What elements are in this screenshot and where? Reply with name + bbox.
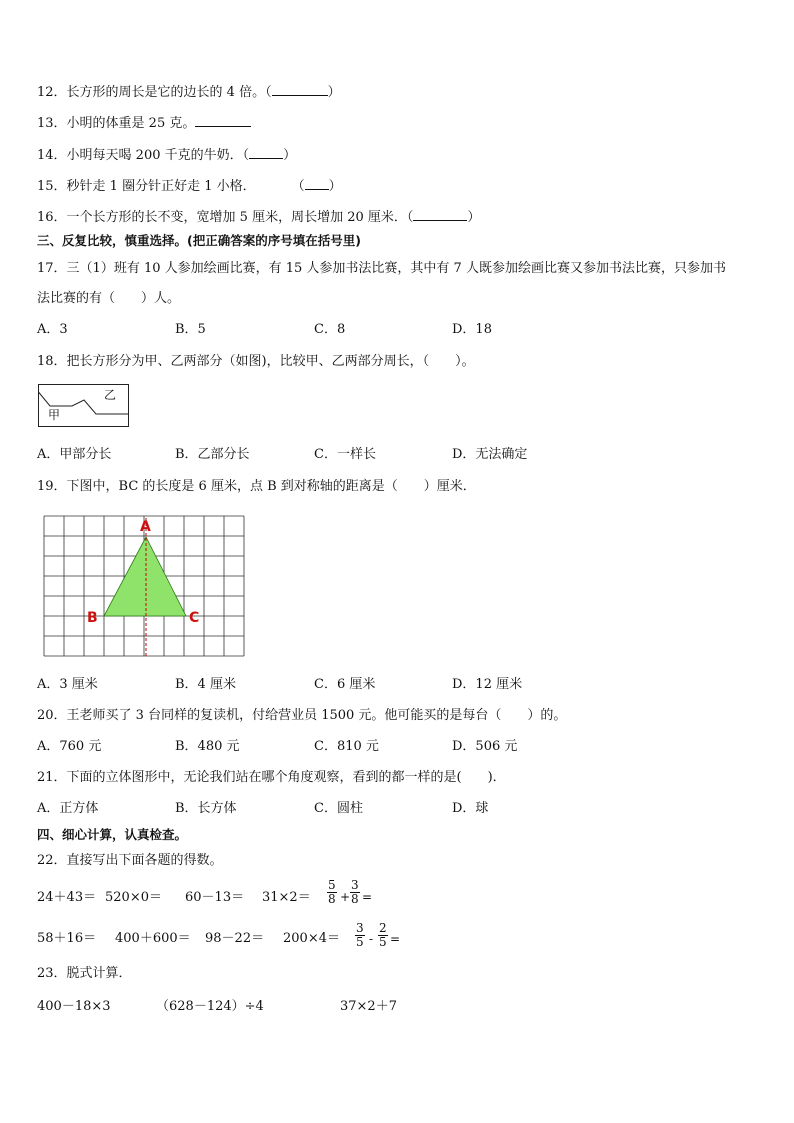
option-a[interactable]: A．正方体 (37, 801, 99, 816)
option-c[interactable]: C．8 (314, 322, 346, 337)
calc-item: （628－124）÷4 (156, 999, 264, 1014)
fraction: $\frac{2}{5}$ (379, 921, 387, 949)
bracket-open: （ (291, 179, 305, 194)
question-22: 22．直接写出下面各题的得数。 (37, 853, 223, 868)
answer-blank[interactable] (413, 208, 467, 221)
calc-item: 60－13＝ (185, 890, 245, 905)
question-23: 23．脱式计算． (37, 966, 132, 981)
question-16-text: 16．一个长方形的长不变，宽增加 5 厘米，周长增加 20 厘米．（ (37, 210, 414, 225)
option-b[interactable]: B．5 (175, 322, 206, 337)
point-c-label: C (189, 610, 200, 626)
calc-item: 200×4＝ (283, 931, 340, 946)
symmetry-grid-figure (38, 510, 252, 660)
green-triangle (104, 537, 186, 616)
question-16 (37, 208, 480, 226)
calc-item: 400－18×3 (37, 999, 111, 1014)
question-15 (37, 177, 342, 195)
operator: + (340, 890, 351, 904)
point-a-label: A (140, 519, 151, 535)
question-12 (37, 83, 341, 101)
equals: = (390, 932, 401, 946)
calc-item: 98－22＝ (205, 931, 265, 946)
bracket-close: ） (328, 179, 342, 194)
calc-item: 58＋16＝ (37, 931, 97, 946)
option-d[interactable]: D．506 元 (452, 739, 518, 754)
bracket-close: ） (467, 210, 481, 225)
bracket-close: ） (283, 148, 297, 163)
question-13 (37, 114, 251, 132)
calc-item: 24＋43＝ (37, 890, 97, 905)
calc-item: 37×2＋7 (340, 999, 397, 1014)
label-jia: 甲 (48, 408, 61, 422)
calc-item: 31×2＝ (262, 890, 311, 905)
bracket-close: ） (327, 85, 341, 100)
question-15-text: 15．秒针走 1 圈分针正好走 1 小格． (37, 179, 256, 194)
question-18: 18．把长方形分为甲、乙两部分（如图)，比较甲、乙两部分周长，（ ）。 (37, 354, 475, 369)
fraction: $\frac{5}{8}$ (328, 878, 336, 906)
option-b[interactable]: B．480 元 (175, 739, 240, 754)
label-yi: 乙 (104, 388, 117, 402)
calc-item: 520×0＝ (105, 890, 162, 905)
option-d[interactable]: D．12 厘米 (452, 677, 523, 692)
option-a[interactable]: A．3 (37, 322, 68, 337)
operator: - (369, 932, 374, 946)
question-13-text: 13．小明的体重是 25 克。 (37, 116, 196, 131)
question-14 (37, 146, 296, 164)
answer-blank[interactable] (272, 83, 328, 96)
equals: = (362, 890, 373, 904)
option-b[interactable]: B．4 厘米 (175, 677, 236, 692)
option-d[interactable]: D．球 (452, 801, 489, 816)
fraction: $\frac{3}{8}$ (351, 878, 359, 906)
section-4-heading: 四、细心计算，认真检查。 (37, 827, 188, 842)
option-d[interactable]: D．18 (452, 322, 492, 337)
option-c[interactable]: C．810 元 (314, 739, 379, 754)
option-a[interactable]: A．760 元 (37, 739, 102, 754)
question-21: 21．下面的立体图形中，无论我们站在哪个角度观察，看到的都一样的是( )． (37, 770, 506, 785)
answer-blank[interactable] (195, 114, 251, 127)
option-c[interactable]: C．6 厘米 (314, 677, 376, 692)
fraction: $\frac{3}{5}$ (356, 921, 364, 949)
calc-item: 400＋600＝ (115, 931, 191, 946)
answer-blank[interactable] (305, 177, 329, 190)
section-3-heading: 三、反复比较，慎重选择。(把正确答案的序号填在括号里) (37, 233, 361, 248)
option-a[interactable]: A．甲部分长 (37, 447, 112, 462)
question-17-line-1: 17．三（1）班有 10 人参加绘画比赛，有 15 人参加书法比赛，其中有 7 人既参加绘画比赛又参加书法比赛，只参加书 (37, 261, 726, 276)
question-19: 19．下图中，BC 的长度是 6 厘米，点 B 到对称轴的距离是（ ）厘米． (37, 479, 476, 494)
question-17-line-2: 法比赛的有（ ）人。 (37, 291, 181, 306)
option-a[interactable]: A．3 厘米 (37, 677, 98, 692)
option-b[interactable]: B．长方体 (175, 801, 237, 816)
option-c[interactable]: C．一样长 (314, 447, 376, 462)
option-d[interactable]: D．无法确定 (452, 447, 528, 462)
question-12-text: 12．长方形的周长是它的边长的 4 倍。（ (37, 85, 272, 100)
rectangle-split-figure (38, 384, 130, 428)
point-b-label: B (87, 610, 98, 626)
option-b[interactable]: B．乙部分长 (175, 447, 250, 462)
answer-blank[interactable] (249, 146, 283, 159)
question-20: 20．王老师买了 3 台同样的复读机，付给营业员 1500 元。他可能买的是每台（ ）的。 (37, 708, 567, 723)
option-c[interactable]: C．圆柱 (314, 801, 363, 816)
question-14-text: 14．小明每天喝 200 千克的牛奶．（ (37, 148, 250, 163)
